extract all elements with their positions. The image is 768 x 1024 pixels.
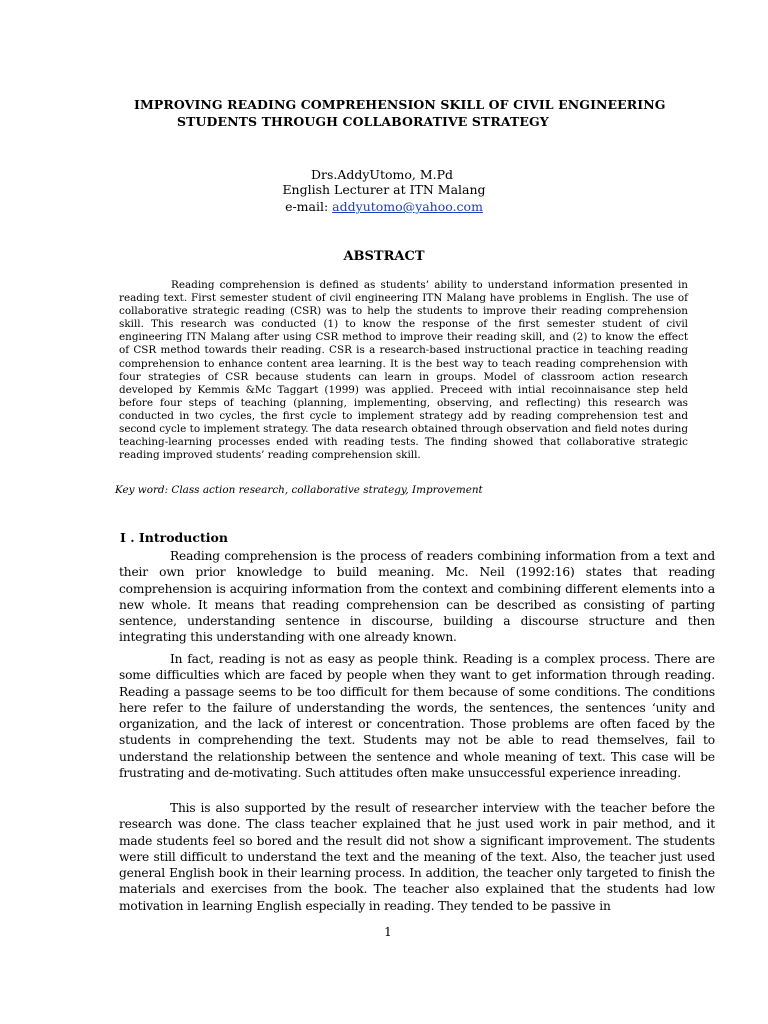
- intro-paragraph-3: This is also supported by the result of researcher interview with the teacher before the research was done. The class teacher explained that he just used work in pair method, and it made students feel so bored and the result did not show a significant improvement. The students were still difficult to understand the text and the meaning of the text. Also, the teacher just used general English book in their learning process. In addition, the teacher only targeted to finish the materials and exercises from the book. The teacher also explained that the students had low motivation in learning English especially in reading. They tended to be passive in: [119, 801, 715, 913]
- author-email-line: [0, 198, 768, 216]
- section-heading-introduction: I . Introduction: [120, 530, 228, 545]
- email-label: e-mail:: [285, 199, 333, 214]
- intro-paragraph-2: In fact, reading is not as easy as people think. Reading is a complex process. There are some difficulties which are faced by people when they want to get information through reading. Reading a passage seems to be too difficult for them because of some conditions. The conditions here refer to the failure of understanding the words, the sentences, the sentences ‘unity and organization, and the lack of interest or concentration. Those problems are often faced by the students in comprehending the text. Students may not be able to read themselves, fail to understand the relationship between the sentence and whole meaning of text. This case will be frustrating and de-motivating. Such attitudes often make unsuccessful experience inreading.: [119, 652, 715, 781]
- abstract-heading: ABSTRACT: [343, 249, 425, 264]
- author-affiliation: English Lecturer at ITN Malang: [282, 182, 486, 197]
- abstract-text: Reading comprehension is defined as students’ ability to understand information presented in reading text. First semester student of civil engineering ITN Malang have problems in English. The use of collaborative strategic reading (CSR) was to help the students to improve their reading comprehension skill. This research was conducted (1) to know the response of the first semester student of civil engineering ITN Malang after using CSR method to improve their reading skill, and (2) to know the effect of CSR method towards their reading. CSR is a research-based instructional practice in teaching reading comprehension to enhance content area learning. It is the best way to teach reading comprehension with four strategies of CSR because students can learn in groups. Model of classroom action research developed by Kemmis &Mc Taggart (1999) was applied. Preceed with intial recoinnaisance step held before four steps of teaching (planning, implementing, observing, and reflecting) this research was conducted in two cycles, the first cycle to implement strategy add by reading comprehension test and second cycle to implement strategy. The data research obtained through observation and field notes during teaching-learning processes ended with reading tests. The finding showed that collaborative strategic reading improved students’ reading comprehension skill.: [119, 279, 688, 462]
- intro-paragraph-1: Reading comprehension is the process of readers combining information from a text and their own prior knowledge to build meaning. Mc. Neil (1992:16) states that reading comprehension is acquiring information from the context and combining different elements into a new whole. It means that reading comprehension can be described as consisting of parting sentence, understanding sentence in discourse, building a discourse structure and then integrating this understanding with one already known.: [119, 549, 715, 645]
- keywords: Key word: Class action research, collaborative strategy, Improvement: [115, 484, 483, 496]
- author-name: Drs.AddyUtomo, M.Pd: [310, 167, 454, 182]
- page-number: 1: [384, 925, 392, 939]
- paper-title-line-2: STUDENTS THROUGH COLLABORATIVE STRATEGY: [177, 114, 549, 129]
- email-link[interactable]: addyutomo@yahoo.com: [332, 199, 483, 214]
- paper-title-line-1: IMPROVING READING COMPREHENSION SKILL OF CIVIL ENGINEERING: [134, 97, 666, 112]
